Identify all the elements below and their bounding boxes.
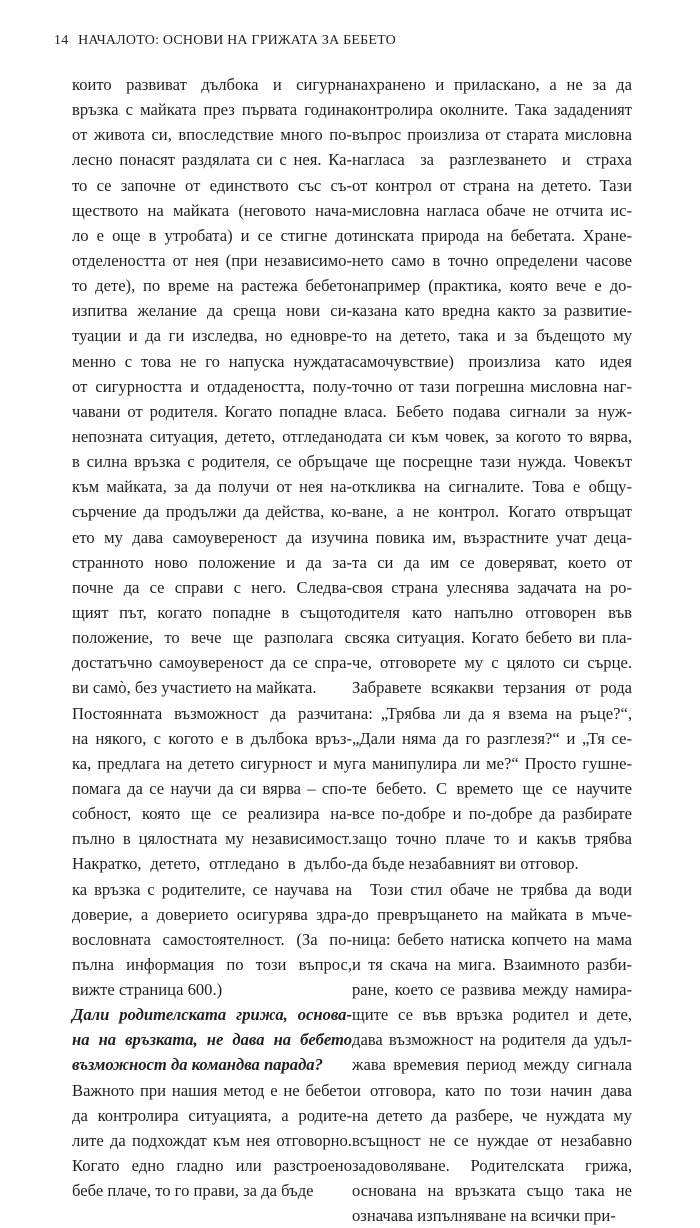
text-line: достатъчно самоувереност да се спра- [72, 653, 352, 673]
text-line: странното ново положение и да за- [72, 552, 352, 572]
text-line: „Дали няма да го разглезя?“ и „Тя се- [352, 728, 632, 748]
text-line: и тя скача на мига. Взаимното разби- [352, 954, 632, 974]
text-line: чавани от родителя. Когато попадне в [72, 401, 352, 421]
text-line: връзка с майката през първата година [72, 100, 352, 120]
text-line: тинската природа на бебетата. Хране- [352, 225, 632, 245]
text-line: към майката, за да получи от нея на- [72, 477, 352, 497]
text-line: дителя като напълно отговорен във [352, 602, 632, 622]
text-line: Когато едно гладно или разстроено [72, 1156, 352, 1176]
text-line: ласа. Бебето подава сигнали за нуж- [352, 401, 632, 421]
text-line: на: „Трябва ли да я взема на ръце?“, [352, 703, 632, 723]
text-line: нахранено и приласкано, а не за да [352, 75, 632, 94]
text-line: га манипулира ли ме?“ Просто гушне- [352, 753, 632, 773]
text-line: в силна връзка с родителя, се обръща [72, 452, 352, 472]
text-line: защо точно плаче то и какъв трябва [352, 829, 632, 849]
text-line: собност, която ще се реализира на- [72, 804, 352, 824]
text-line: бебе плаче, то го прави, за да бъде [72, 1181, 314, 1201]
text-line: например (практика, която вече е до- [352, 276, 632, 296]
section-heading-line: на на връзката, не дава на бебето [72, 1030, 352, 1050]
text-line: задоволяване. Родителската грижа, [352, 1156, 632, 1176]
text-line: всяка ситуация. Когато бебето ви пла- [352, 628, 632, 648]
text-line: помага да се научи да си вярва – спо- [72, 778, 352, 798]
page-number: 14 [54, 33, 69, 48]
text-line: ществото на майката (неговото нача- [72, 200, 352, 220]
text-line: ето му дава самоувереност да изучи [72, 527, 352, 547]
text-line: мисловна нагласа обаче не отчита ис- [352, 200, 632, 220]
text-line: Накратко, детето, отгледано в дълбо- [72, 854, 352, 874]
text-line: от контрол от страна на детето. Тази [352, 175, 632, 195]
text-line: самочувствие) произлиза като идея [352, 351, 632, 371]
text-line: на повика им, възрастните учат деца- [352, 527, 632, 547]
text-line: ло е още в утробата) и се стигне до [72, 225, 352, 245]
text-line: изпитва желание да среща нови си- [72, 301, 352, 321]
text-line: отделеността от нея (при независимо- [72, 250, 352, 270]
text-line: че, отговорете му с цялото си сърце. [352, 653, 632, 673]
text-line: да бъде незабавният ви отговор. [352, 854, 579, 874]
text-line: щите се във връзка родител и дете, [352, 1005, 632, 1025]
text-line: че ще посрещне тази нужда. Човекът [352, 452, 632, 472]
text-line: основана на връзката също така не [352, 1181, 632, 1201]
left-text-column [72, 72, 352, 1203]
text-line: дава възможност на родителя да удъл- [352, 1030, 632, 1050]
text-line: от живота си, впоследствие много по- [72, 125, 352, 145]
text-line: контролира околните. Така зададеният [352, 100, 632, 120]
text-line: доверие, а доверието осигурява здра- [72, 904, 352, 924]
right-text-column [352, 72, 632, 1228]
text-line: туации и да ги изследва, но едновре- [72, 326, 352, 346]
text-line: да контролира ситуацията, а родите- [72, 1105, 352, 1125]
text-line: своя страна улеснява задачата на ро- [352, 577, 632, 597]
text-line: Този стил обаче не трябва да води [370, 879, 632, 899]
text-line: менно с това не го напуска нуждата [72, 351, 352, 371]
text-line: от сигурността и отдадеността, полу- [72, 376, 352, 396]
text-line: ви самò, без участието на майката. [72, 678, 317, 698]
chapter-title: НАЧАЛОТО: ОСНОВИ НА ГРИЖАТА ЗА БЕБЕТО [78, 33, 396, 48]
text-line: дата си към човек, за когото то вярва, [352, 426, 632, 446]
text-line: положение, то вече ще разполага с [72, 628, 352, 648]
text-line: те бебето. С времето ще се научите [352, 778, 632, 798]
text-line: които развиват дълбока и сигурна [72, 75, 352, 94]
text-line: Важното при нашия метод е не бебето [72, 1080, 352, 1100]
text-line: въпрос произлиза от старата мисловна [352, 125, 632, 145]
text-line: вословната самостоятелност. (За по- [72, 929, 352, 949]
text-line: ване, а не контрол. Когато отвръщат [352, 502, 632, 522]
text-line: лесно понасят раздялата си с нея. Ка- [72, 150, 352, 170]
text-line: сърчение да продължи да действа, ко- [72, 502, 352, 522]
text-line: казана като вредна както за развитие- [352, 301, 632, 321]
text-line: до превръщането на майката в мъче- [352, 904, 632, 924]
text-line: вижте страница 600.) [72, 980, 223, 1000]
text-line: и отговора, като по този начин дава [352, 1080, 632, 1100]
text-line: Забравете всякакви терзания от рода [352, 678, 632, 698]
text-line: означава изпълняване на всички при- [352, 1206, 616, 1226]
text-line: ране, което се развива между намира- [352, 980, 632, 1000]
text-line: жава времевия период между сигнала [352, 1055, 632, 1075]
running-head [54, 33, 396, 49]
text-line: нето само в точно определени часове [352, 250, 632, 270]
text-line: почне да се справи с него. Следва- [72, 577, 352, 597]
text-line: на детето да разбере, че нуждата му [352, 1105, 632, 1125]
text-line: ка връзка с родителите, се научава на [72, 879, 352, 899]
section-heading-line: Дали родителската грижа, основа- [72, 1005, 352, 1025]
text-line: откликва на сигналите. Това е общу- [352, 477, 632, 497]
text-line: нагласа за разглезването и страха [352, 150, 632, 170]
text-line: пълна информация по този въпрос, [72, 954, 352, 974]
text-line: то на детето, така и за бъдещото му [352, 326, 632, 346]
text-line: все по-добре и по-добре да разбирате [352, 804, 632, 824]
text-line: то дете), по време на растежа бебето [72, 276, 352, 296]
text-line: та си да им се доверяват, което от [352, 552, 632, 572]
text-line: на някого, с когото е в дълбока връз- [72, 728, 352, 748]
text-line: непозната ситуация, детето, отгледано [72, 426, 352, 446]
text-line: пълно в цялостната му независимост. [72, 829, 352, 849]
text-line: Постоянната възможност да разчита [72, 703, 352, 723]
text-line: ница: бебето натиска копчето на мама [352, 929, 632, 949]
text-line: то се започне от единството със съ- [72, 175, 352, 195]
text-line: точно от тази погрешна мисловна наг- [352, 376, 632, 396]
text-line: щият път, когато попадне в същото [72, 602, 352, 622]
text-line: ка, предлага на детето сигурност и му [72, 753, 352, 773]
text-line: лите да подхождат към нея отговорно. [72, 1130, 352, 1150]
section-heading-line: възможност да командва парада? [72, 1055, 323, 1075]
text-line: всъщност не се нуждае от незабавно [352, 1130, 632, 1150]
